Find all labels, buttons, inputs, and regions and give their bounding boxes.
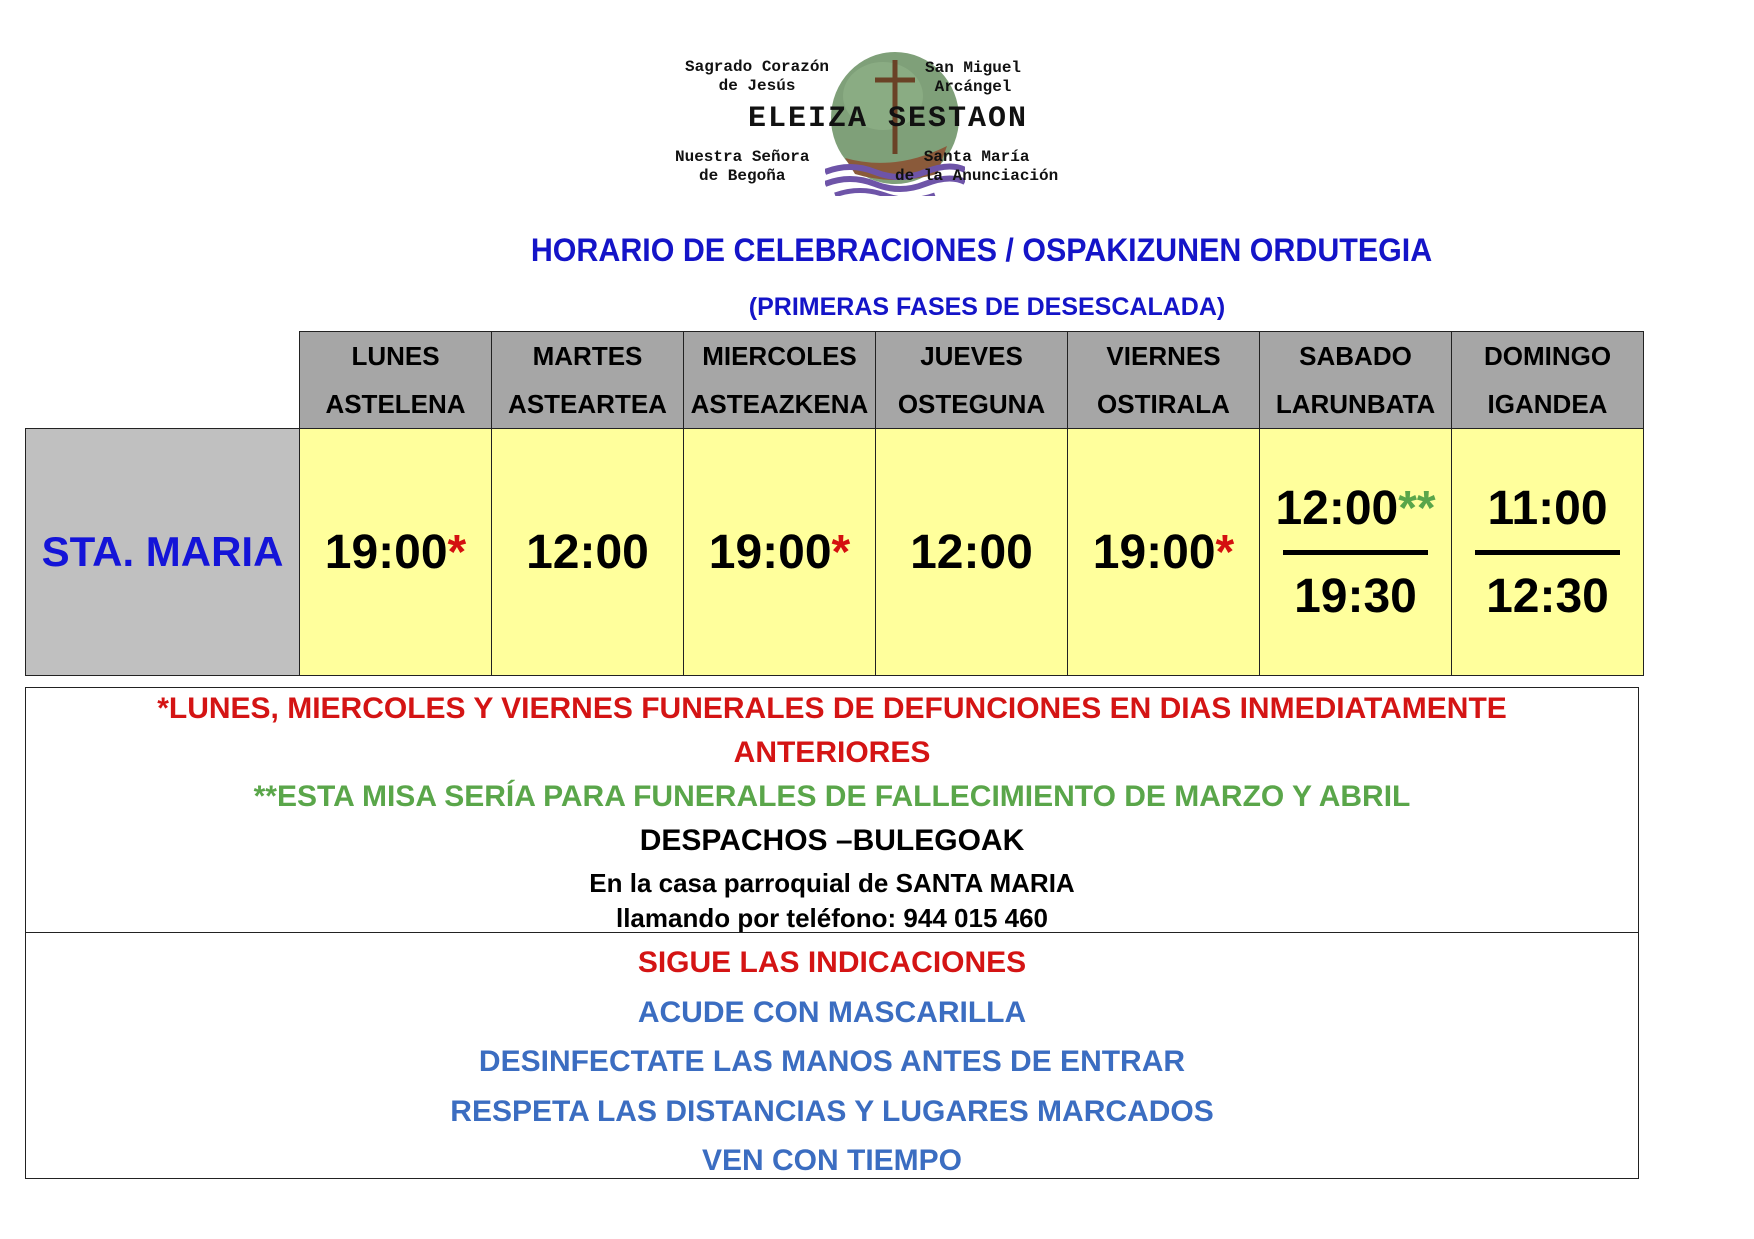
time-separator xyxy=(1283,550,1428,555)
logo-top-right: San Miguel Arcángel xyxy=(925,59,1022,96)
indicacion-item: ACUDE CON MASCARILLA xyxy=(637,996,1027,1029)
schedule-table xyxy=(25,331,1644,676)
indicacion-item: RESPETA LAS DISTANCIAS Y LUGARES MARCADOS xyxy=(450,1095,1214,1128)
notes-box xyxy=(25,687,1639,1179)
notes-divider xyxy=(26,932,1638,933)
day-header-sunday: DOMINGO IGANDEA xyxy=(1452,332,1644,429)
blank-corner xyxy=(26,332,300,429)
page-title: HORARIO DE CELEBRACIONES / OSPAKIZUNEN ORDUTEGIA xyxy=(530,232,1433,268)
time-tuesday: 12:00 xyxy=(492,429,684,676)
indicacion-item: VEN CON TIEMPO xyxy=(701,1144,963,1177)
time-sunday: 11:00 12:30 xyxy=(1452,429,1644,676)
time-monday: 19:00* xyxy=(300,429,492,676)
time-thursday: 12:00 xyxy=(876,429,1068,676)
time-saturday: 12:00** 19:30 xyxy=(1260,429,1452,676)
day-header-tuesday: MARTES ASTEARTEA xyxy=(492,332,684,429)
logo-bottom-left: Nuestra Señora de Begoña xyxy=(675,148,810,185)
despachos-phone: llamando por teléfono: 944 015 460 xyxy=(615,903,1049,933)
logo-brand: ELEIZA SESTAON xyxy=(747,102,1029,136)
day-header-friday: VIERNES OSTIRALA xyxy=(1068,332,1260,429)
day-header-monday: LUNES ASTELENA xyxy=(300,332,492,429)
day-header-row xyxy=(26,332,1644,429)
day-header-thursday: JUEVES OSTEGUNA xyxy=(876,332,1068,429)
despachos-heading: DESPACHOS –BULEGOAK xyxy=(639,824,1025,857)
parish-logo xyxy=(655,40,1125,210)
time-wednesday: 19:00* xyxy=(684,429,876,676)
indicacion-item: DESINFECTATE LAS MANOS ANTES DE ENTRAR xyxy=(478,1045,1186,1078)
church-row xyxy=(26,429,1644,676)
logo-top-left: Sagrado Corazón de Jesús xyxy=(685,58,830,95)
note-misa: **ESTA MISA SERÍA PARA FUNERALES DE FALLECIMIENTO DE MARZO Y ABRIL xyxy=(253,780,1411,813)
note-funerales-line1: *LUNES, MIERCOLES Y VIERNES FUNERALES DE DEFUNCIONES EN DIAS INMEDIATAMENTE xyxy=(157,692,1507,725)
day-header-wednesday: MIERCOLES ASTEAZKENA xyxy=(684,332,876,429)
note-funerales-line2: ANTERIORES xyxy=(733,736,931,769)
indicaciones-heading: SIGUE LAS INDICACIONES xyxy=(637,946,1027,979)
logo-bottom-right: Santa María de la Anunciación xyxy=(895,148,1059,185)
page-subtitle: (PRIMERAS FASES DE DESESCALADA) xyxy=(748,293,1226,321)
time-friday: 19:00* xyxy=(1068,429,1260,676)
despachos-location: En la casa parroquial de SANTA MARIA xyxy=(589,868,1075,898)
time-separator xyxy=(1475,550,1620,555)
day-header-saturday: SABADO LARUNBATA xyxy=(1260,332,1452,429)
church-name: STA. MARIA xyxy=(26,429,300,676)
